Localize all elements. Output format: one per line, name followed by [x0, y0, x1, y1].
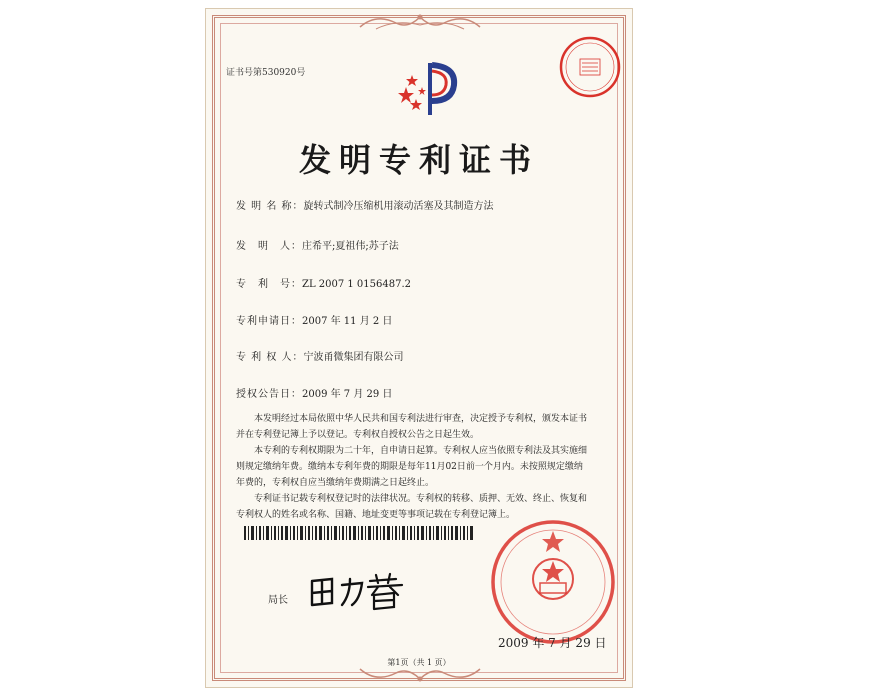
director-label: 局长 [268, 595, 288, 606]
issue-date: 2009 年 7 月 29 日 [498, 636, 607, 650]
inventor-row [236, 237, 399, 252]
grant-date-row [236, 385, 392, 400]
application-date-row [236, 312, 392, 327]
inventor-value: 庄希平;夏祖伟;苏子法 [302, 241, 399, 252]
body-line: 年费的，专利权自应当缴纳年费期满之日起终止。 [236, 478, 435, 488]
certificate-page [205, 8, 633, 688]
body-line: 并在专利登记簿上予以登记。专利权自授权公告之日起生效。 [236, 430, 480, 440]
patentee-label: 专 利 权 人： [236, 352, 304, 363]
top-ornament [356, 11, 484, 33]
certificate-body-text [236, 411, 616, 523]
page-number: 第1页（共 1 页） [387, 658, 451, 667]
grant-date-value: 2009 年 7 月 29 日 [302, 389, 393, 400]
body-line: 本专利的专利权期限为二十年，自申请日起算。专利权人应当依照专利法及其实施细 [236, 446, 588, 456]
patentee-value: 宁波甬微集团有限公司 [303, 352, 404, 363]
director-signature [306, 571, 416, 611]
patent-number-row [236, 275, 411, 290]
body-line: 专利权人的姓名或名称、国籍、地址变更等事项记载在专利登记簿上。 [236, 510, 516, 520]
official-seal-bottom [488, 517, 618, 647]
application-date-value: 2007 年 11 月 2 日 [302, 316, 393, 327]
barcode [244, 526, 474, 540]
invention-name-value: 旋转式制冷压缩机用滚动活塞及其制造方法 [303, 201, 494, 212]
body-line: 专利证书记载专利权登记时的法律状况。专利权的转移、质押、无效、终止、恢复和 [236, 494, 588, 504]
grant-date-label: 授权公告日： [236, 389, 302, 400]
patent-office-logo [398, 57, 460, 119]
certificate-number: 证书号第530920号 [226, 68, 306, 78]
certificate-title: 发明专利证书 [298, 141, 539, 179]
patent-number-value: ZL 2007 1 0156487.2 [302, 279, 412, 290]
body-line: 本发明经过本局依照中华人民共和国专利法进行审查，决定授予专利权，颁发本证书 [236, 414, 588, 424]
patent-number-label: 专 利 号： [236, 279, 302, 290]
invention-name-label: 发 明 名 称： [236, 201, 304, 212]
inventor-label: 发 明 人： [236, 241, 302, 252]
body-line: 则规定缴纳年费。缴纳本专利年费的期限是每年11月02日前一个月内。未按照规定缴纳 [236, 462, 583, 472]
official-seal-top [558, 35, 622, 99]
invention-name-row [236, 197, 494, 212]
patentee-row [236, 348, 404, 363]
application-date-label: 专利申请日： [236, 316, 302, 327]
